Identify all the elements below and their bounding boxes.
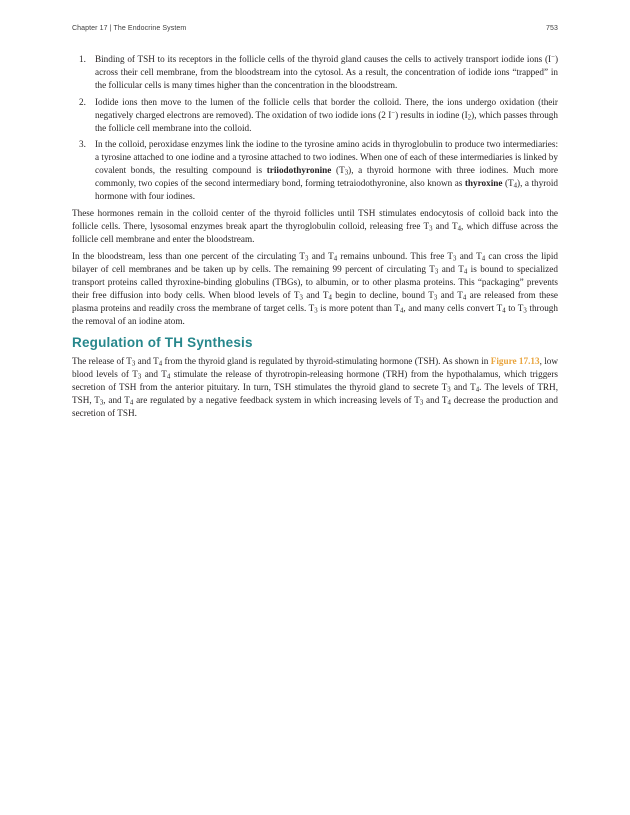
paragraph-colloid-endocytosis: These hormones remain in the colloid center of the thyroid follicles until TSH stimulates endocytosis of colloid back into the follicle cells. There, lysosomal enzymes break apart the thyroglobulin colloid, releasing free $T_3$ and $T_4$, which diffuse across the follicle cell membrane and enter the bloodstream. [72,208,558,244]
paragraph-regulation: The release of $T_3$ and $T_4$ from the thyroid gland is regulated by thyroid-stimulating hormone (TSH). As shown in Figure 17.13, low blood levels of $T_3$ and $T_4$ stimulate the release of thyrotropin-releasing hormone (TRH) from the hypothalamus, which triggers secretion of TSH from the anterior pituitary. In turn, TSH stimulates the thyroid gland to secrete $T_3$ and $T_4$. The levels of TRH, TSH, $T_3$, and $T_4$ are regulated by a negative feedback system in which increasing levels of $T_3$ and $T_4$ decrease the production and secretion of TSH. [72,356,559,418]
list-item-text: Binding of TSH to its receptors in the follicle cells of the thyroid gland causes the cells to actively transport iodide ions (I−) across their cell membrane, from the bloodstream into the cytosol. As a result, the concentration of iodide ions “trapped” in the follicular cells is many times higher than the concentration in the bloodstream. [95,53,558,90]
list-item-number: 2. [79,96,86,107]
list-item-text: Iodide ions then move to the lumen of the follicle cells that border the colloid. There, the ions undergo oxidation (their negatively charged electrons are removed). The oxidation of two iodide ions (2 I−) results in iodine $(I_2)$, which passes through the follicle cell membrane into the colloid. [95,96,558,133]
list-item [72,96,558,135]
page-header [72,25,558,32]
page-number: 753 [546,25,558,32]
numbered-list [72,53,558,203]
page-content [72,53,558,420]
list-item-text: In the colloid, peroxidase enzymes link the iodine to the tyrosine amino acids in thyroglobulin to produce two intermediaries: a tyrosine attached to one iodine and a tyrosine attached to two iodines. When one of each of these intermediaries is linked by covalent bonds, the resulting compound is triiodothyronine $(T_3)$, a thyroid hormone with three iodines. Much more commonly, two copies of the second intermediary bond, forming tetraiodothyronine, also known as thyroxine $(T_4)$, a thyroid hormone with four iodines. [95,139,559,201]
paragraph-bloodstream-transport: In the bloodstream, less than one percent of the circulating $T_3$ and $T_4$ remains unbound. This free $T_3$ and $T_4$ can cross the lipid bilayer of cell membranes and be taken up by cells. The remaining 99 percent of circulating $T_3$ and $T_4$ is bound to specialized transport proteins called thyroxine-binding globulins (TBGs), to albumin, or to other plasma proteins. This “packaging” prevents their free diffusion into body cells. When blood levels of $T_3$ and $T_4$ begin to decline, bound $T_3$ and $T_4$ are released from these plasma proteins and readily cross the membrane of target cells. $T_3$ is more potent than $T_4$, and many cells convert $T_4$ to $T_3$ through the removal of an iodine atom. [72,251,558,326]
list-item [72,53,558,92]
list-item-number: 1. [79,54,86,64]
section-heading: Regulation of TH Synthesis [72,335,253,350]
chapter-title: Chapter 17 | The Endocrine System [72,25,187,32]
list-item-number: 3. [79,139,86,149]
figure-reference-link[interactable]: Figure 17.13 [490,356,540,366]
list-item [72,138,558,203]
